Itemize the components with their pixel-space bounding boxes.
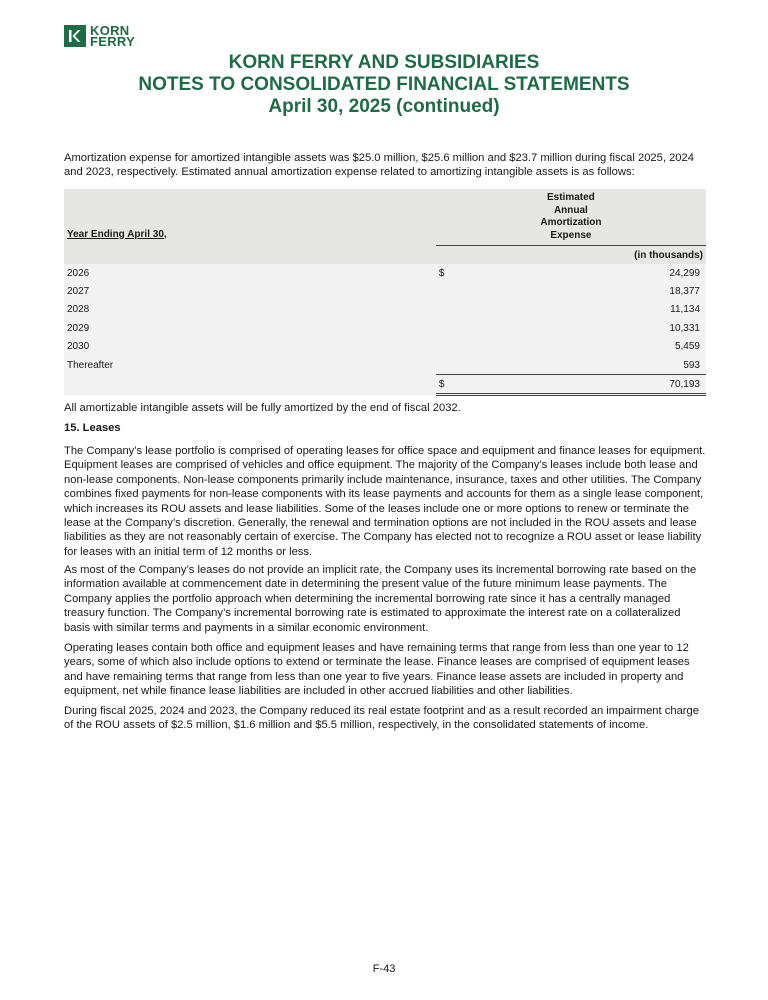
logo-line-2: FERRY	[90, 34, 136, 49]
value-cell: 10,331	[447, 319, 706, 337]
leases-paragraph-3: Operating leases contain both office and equipment leases and have remaining terms that range from less than one year to 12 years, some of which also include options to extend or terminate the lease. Finance leases are comprised of equipment leases and have remaining terms that range from less than one year to five years. Finance lease assets are included in property and equipment, net while finance lease liabilities are included in other accrued liabilities and other liabilities.	[64, 642, 690, 698]
logo-mark	[64, 25, 86, 47]
currency-cell	[436, 338, 447, 356]
expense-header-line-4: Expense	[550, 229, 592, 241]
table-row	[64, 264, 706, 282]
table-row	[64, 338, 706, 356]
table-row	[64, 301, 706, 319]
year-cell: 2029	[64, 319, 419, 337]
page-title	[0, 52, 768, 118]
expense-header-line-3: Amortization	[540, 217, 602, 228]
currency-cell	[436, 282, 447, 300]
currency-cell: $	[436, 264, 447, 282]
expense-header-line-1: Estimated	[547, 192, 595, 203]
after-table-paragraph: All amortizable intangible assets will be fully amortized by the end of fiscal 2032.	[64, 402, 461, 414]
units-label: (in thousands)	[436, 246, 706, 265]
leases-paragraph-2: As most of the Company’s leases do not provide an implicit rate, the Company uses its incremental borrowing rate based on the information available at commencement date in determining the present value of the future minimum lease payments. The Company applies the portfolio approach when determining the incremental borrowing rate since it has a centrally managed treasury function. The Company’s incremental borrowing rate is estimated to approximate the interest rate on a collateralized basis with similar terms and payments in a similar economic environment.	[64, 564, 697, 634]
table-header-row	[64, 189, 706, 246]
year-cell: 2026	[64, 264, 419, 282]
expense-column-header	[436, 189, 706, 246]
value-cell: 593	[447, 356, 706, 375]
company-logo	[64, 22, 135, 50]
units-row	[64, 246, 706, 265]
total-row	[64, 375, 706, 395]
page-number: F-43	[372, 963, 396, 975]
title-line-2: NOTES TO CONSOLIDATED FINANCIAL STATEMENTS	[138, 74, 630, 95]
logo-mark-icon	[66, 27, 84, 45]
table-row	[64, 356, 706, 375]
value-cell: 24,299	[447, 264, 706, 282]
total-value-cell: 70,193	[447, 375, 706, 395]
value-cell: 11,134	[447, 301, 706, 319]
leases-paragraph-4: During fiscal 2025, 2024 and 2023, the Company reduced its real estate footprint and as a result recorded an impairment charge of the ROU assets of $2.5 million, $1.6 million and $5.5 million, respectively, in the consolidated statements of income.	[64, 705, 699, 732]
value-cell: 5,459	[447, 338, 706, 356]
leases-paragraph-1: The Company’s lease portfolio is comprised of operating leases for office space and equipment and finance leases for equipment. Equipment leases are comprised of vehicles and office equipment. The majority of the Company’s leases include both lease and non-lease components. Non-lease components primarily include maintenance, insurance, taxes and other utilities. The Company combines fixed payments for non-lease components with its lease payments and accounts for them as a single lease component, which increases its ROU assets and lease liabilities. Some of the leases include one or more options to renew or terminate the lease at the Company’s discretion. Generally, the renewal and termination options are not included in the ROU assets and lease liabilities as they are not reasonably certain of exercise. The Company has elected not to recognize a ROU asset or lease liability for leases with an initial term of 12 months or less.	[64, 445, 706, 558]
currency-cell	[436, 319, 447, 337]
total-currency-cell: $	[436, 375, 447, 395]
table-row	[64, 319, 706, 337]
section-heading: 15. Leases	[64, 422, 121, 434]
intro-paragraph: Amortization expense for amortized intangible assets was $25.0 million, $25.6 million and $23.7 million during fiscal 2025, 2024 and 2023, respectively. Estimated annual amortization expense related to amortizing intangible assets is as follows:	[64, 152, 694, 179]
year-cell: 2027	[64, 282, 419, 300]
logo-line-1: KORN	[90, 23, 130, 38]
year-cell: Thereafter	[64, 356, 419, 375]
currency-cell	[436, 301, 447, 319]
logo-wordmark	[90, 25, 135, 47]
year-cell: 2030	[64, 338, 419, 356]
title-line-3: April 30, 2025 (continued)	[268, 96, 500, 117]
currency-cell	[436, 356, 447, 375]
title-line-1: KORN FERRY AND SUBSIDIARIES	[228, 52, 540, 73]
year-cell: 2028	[64, 301, 419, 319]
table-row	[64, 282, 706, 300]
year-column-header: Year Ending April 30,	[64, 189, 419, 246]
value-cell: 18,377	[447, 282, 706, 300]
amortization-table	[64, 189, 706, 396]
expense-header-line-2: Annual	[553, 204, 588, 216]
